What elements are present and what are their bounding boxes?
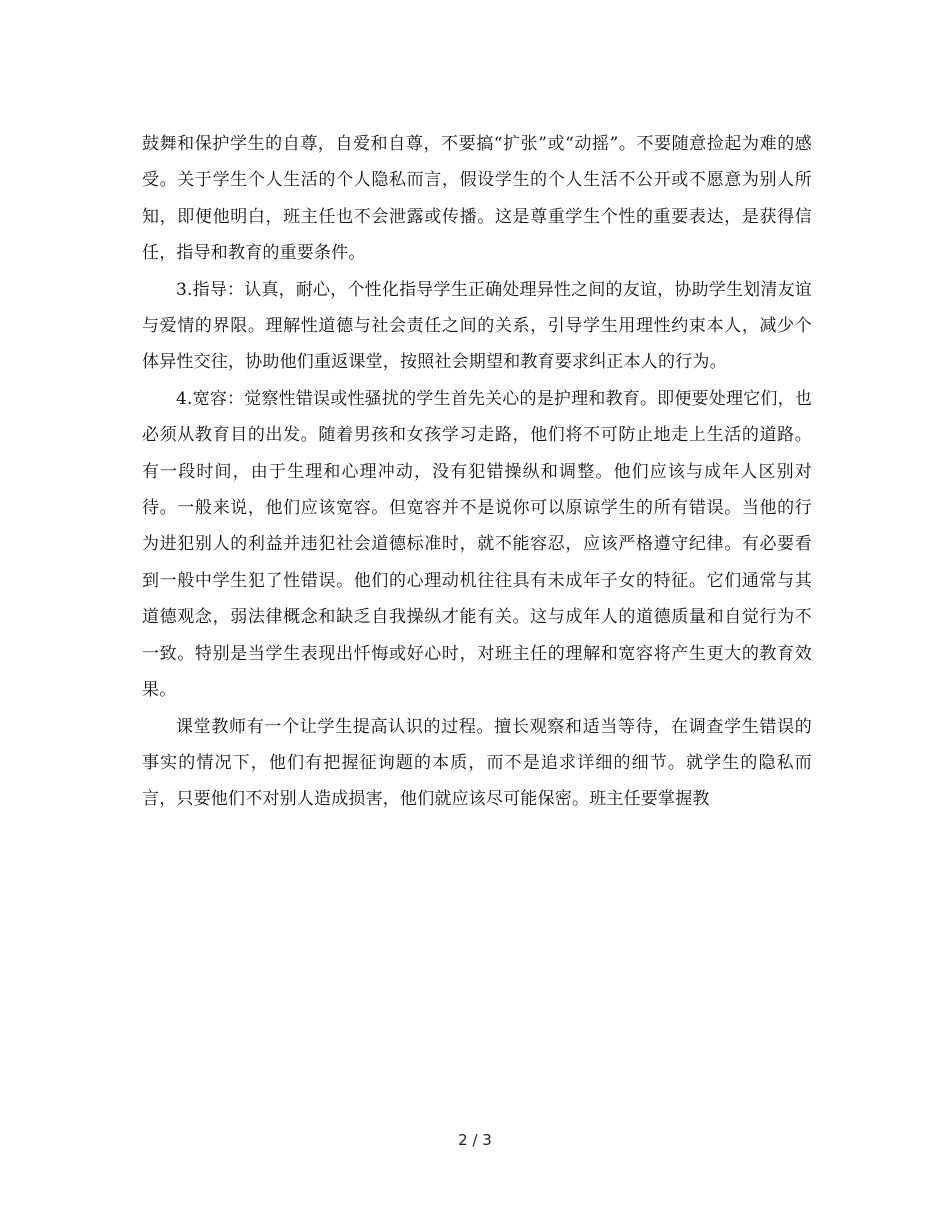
document-body [142,126,812,818]
paragraph-respect-privacy: 鼓舞和保护学生的自尊，自爱和自尊，不要搞“扩张”或“动摇”。不要随意捡起为难的感受。关于学生个人生活的个人隐私而言，假设学生的个人生活不公开或不愿意为别人所知，即便他明白，班主任也不会泄露或传播。这是尊重学生个性的重要表达，是获得信任，指导和教育的重要条件。 [142,134,812,264]
page-number: 2 / 3 [458,1131,492,1149]
paragraph-guidance: 3.指导：认真，耐心，个性化指导学生正确处理异性之间的友谊，协助学生划清友谊与爱情的界限。理解性道德与社会责任之间的关系，引导学生用理性约束本人，减少个体异性交往，协助他们重返课堂，按照社会期望和教育要求纠正本人的行为。 [142,279,812,373]
paragraph-tolerance: 4.宽容：觉察性错误或性骚扰的学生首先关心的是护理和教育。即便要处理它们，也必须从教育目的出发。随着男孩和女孩学习走路，他们将不可防止地走上生活的道路。有一段时间，由于生理和心理冲动，没有犯错操纵和调整。他们应该与成年人区别对待。一般来说，他们应该宽容。但宽容并不是说你可以原谅学生的所有错误。当他的行为进犯别人的利益并违犯社会道德标准时，就不能容忍，应该严格遵守纪律。有必要看到一般中学生犯了性错误。他们的心理动机往往具有未成年子女的特征。它们通常与其道德观念，弱法律概念和缺乏自我操纵才能有关。这与成年人的道德质量和自觉行为不一致。特别是当学生表现出忏悔或好心时，对班主任的理解和宽容将产生更大的教育效果。 [142,388,812,701]
paragraph-teacher-process: 课堂教师有一个让学生提高认识的过程。擅长观察和适当等待，在调查学生错误的事实的情况下，他们有把握征询题的本质，而不是追求详细的细节。就学生的隐私而言，只要他们不对别人造成损害，他们就应该尽可能保密。班主任要掌握教 [142,716,812,810]
